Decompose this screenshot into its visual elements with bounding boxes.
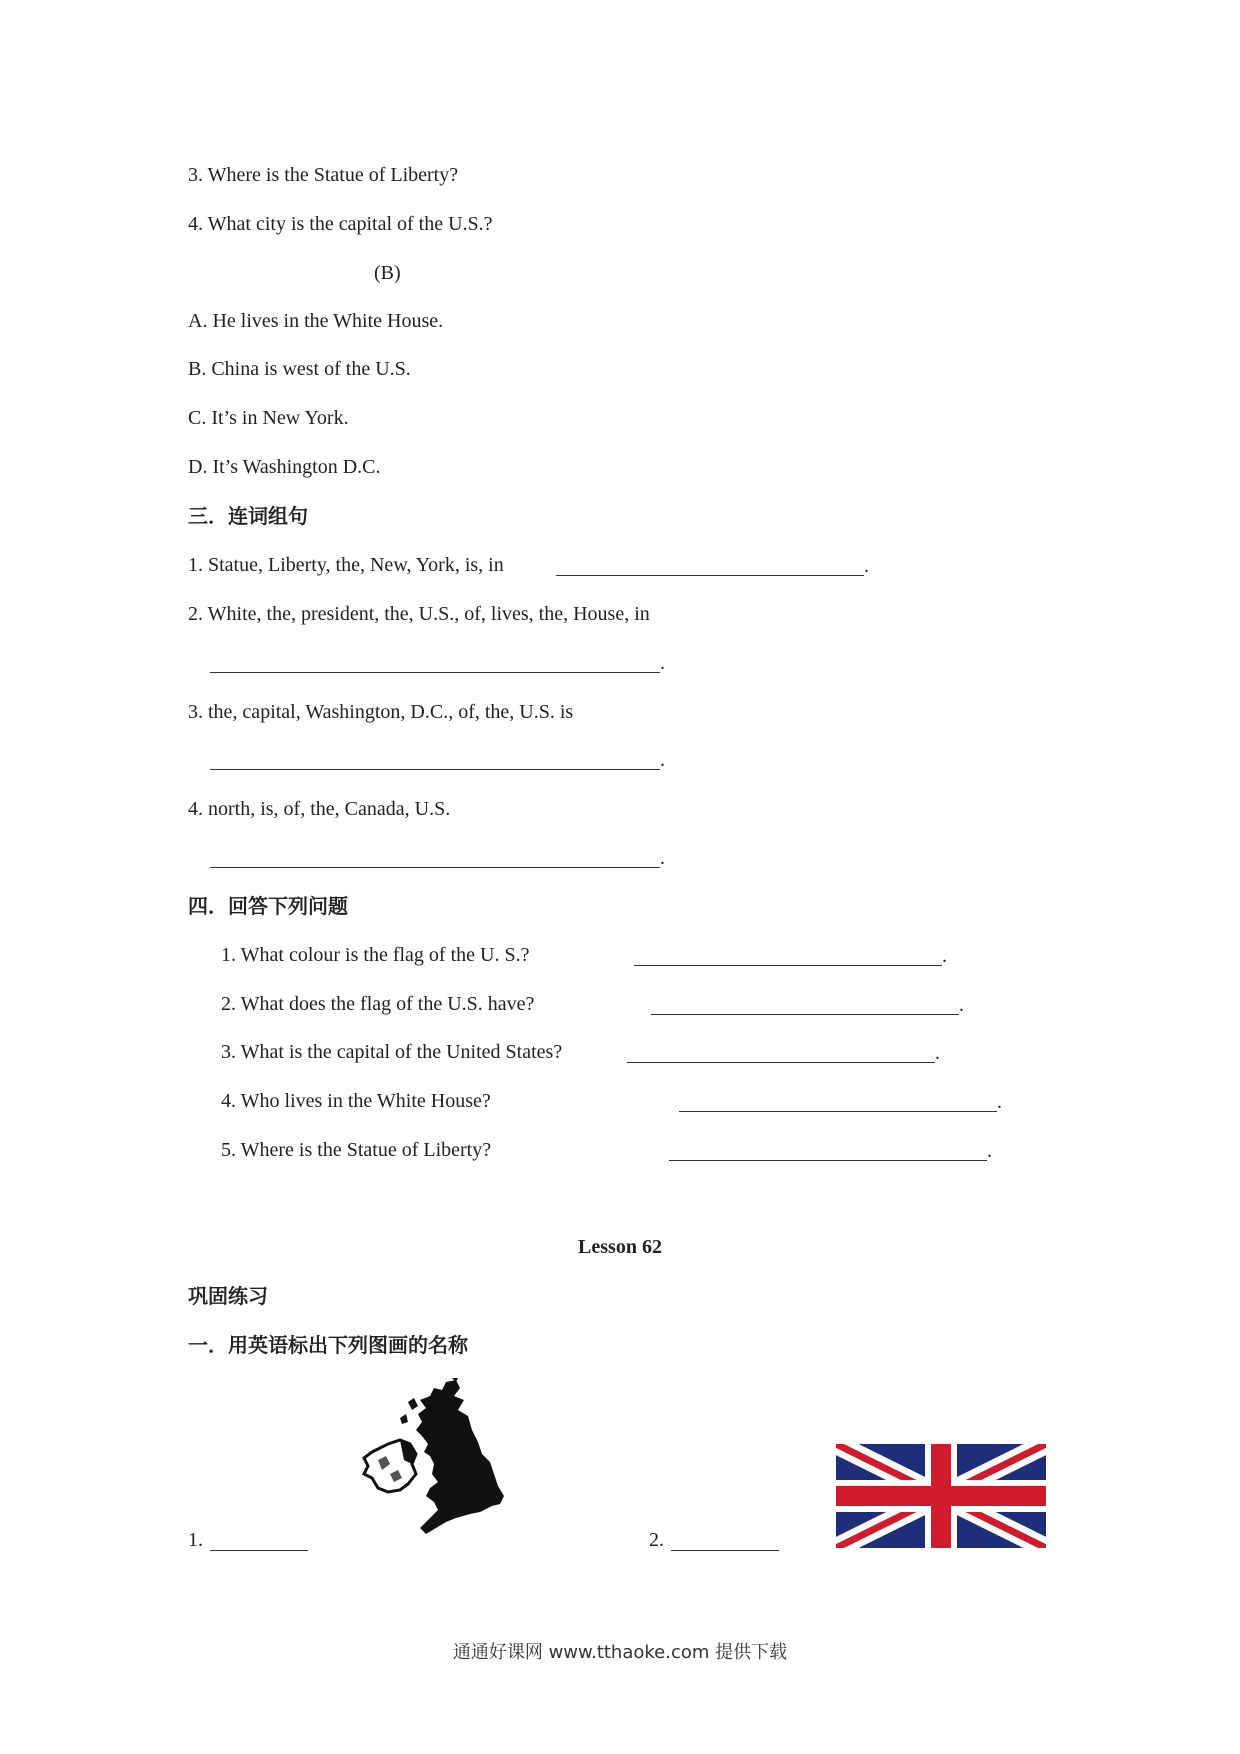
blank-period: .	[864, 555, 869, 577]
section3-item-1: 1. Statue, Liberty, the, New, York, is, in	[188, 554, 504, 576]
section1-heading: 一．用英语标出下列图画的名称	[188, 1333, 468, 1357]
uk-map-icon	[360, 1378, 520, 1546]
answer-b: B. China is west of the U.S.	[188, 358, 411, 380]
section4-blank-2[interactable]	[651, 1014, 959, 1015]
question-4: 4. What city is the capital of the U.S.?	[188, 213, 493, 235]
section4-blank-4[interactable]	[679, 1111, 997, 1112]
section4-blank-3[interactable]	[627, 1062, 935, 1063]
section4-item-2: 2. What does the flag of the U.S. have?	[221, 993, 535, 1015]
blank-period: .	[959, 994, 964, 1016]
section4-item-4: 4. Who lives in the White House?	[221, 1090, 491, 1112]
section3-blank-2[interactable]	[210, 672, 660, 673]
section4-item-3: 3. What is the capital of the United States?	[221, 1041, 563, 1063]
answer-c: C. It’s in New York.	[188, 407, 349, 429]
section3-item-2: 2. White, the, president, the, U.S., of, lives, the, House, in	[188, 603, 650, 625]
blank-period: .	[987, 1140, 992, 1162]
part-b-label: (B)	[374, 262, 401, 284]
blank-period: .	[660, 749, 665, 771]
section3-blank-4[interactable]	[210, 867, 660, 868]
picture-item-2-blank[interactable]	[671, 1550, 779, 1551]
section4-blank-5[interactable]	[669, 1160, 987, 1161]
picture-item-2-label: 2.	[649, 1529, 664, 1551]
section4-item-1: 1. What colour is the flag of the U. S.?	[221, 944, 530, 966]
section4-item-5: 5. Where is the Statue of Liberty?	[221, 1139, 492, 1161]
section3-heading: 三．连词组句	[188, 504, 308, 528]
blank-period: .	[942, 945, 947, 967]
union-jack-flag-icon	[836, 1444, 1046, 1548]
section4-heading: 四．回答下列问题	[188, 894, 348, 918]
section3-item-3: 3. the, capital, Washington, D.C., of, the, U.S. is	[188, 701, 574, 723]
section3-item-4: 4. north, is, of, the, Canada, U.S.	[188, 798, 451, 820]
blank-period: .	[935, 1042, 940, 1064]
question-3: 3. Where is the Statue of Liberty?	[188, 164, 459, 186]
practice-heading: 巩固练习	[188, 1284, 268, 1308]
answer-d: D. It’s Washington D.C.	[188, 456, 381, 478]
section3-blank-1[interactable]	[556, 575, 864, 576]
answer-a: A. He lives in the White House.	[188, 310, 444, 332]
blank-period: .	[660, 652, 665, 674]
blank-period: .	[997, 1091, 1002, 1113]
picture-item-1-label: 1.	[188, 1529, 203, 1551]
lesson-title: Lesson 62	[578, 1236, 662, 1258]
blank-period: .	[660, 847, 665, 869]
section4-blank-1[interactable]	[634, 965, 942, 966]
footer-credit: 通通好课网 www.tthaoke.com 提供下载	[452, 1642, 788, 1663]
section3-blank-3[interactable]	[210, 769, 660, 770]
picture-item-1-blank[interactable]	[210, 1550, 308, 1551]
